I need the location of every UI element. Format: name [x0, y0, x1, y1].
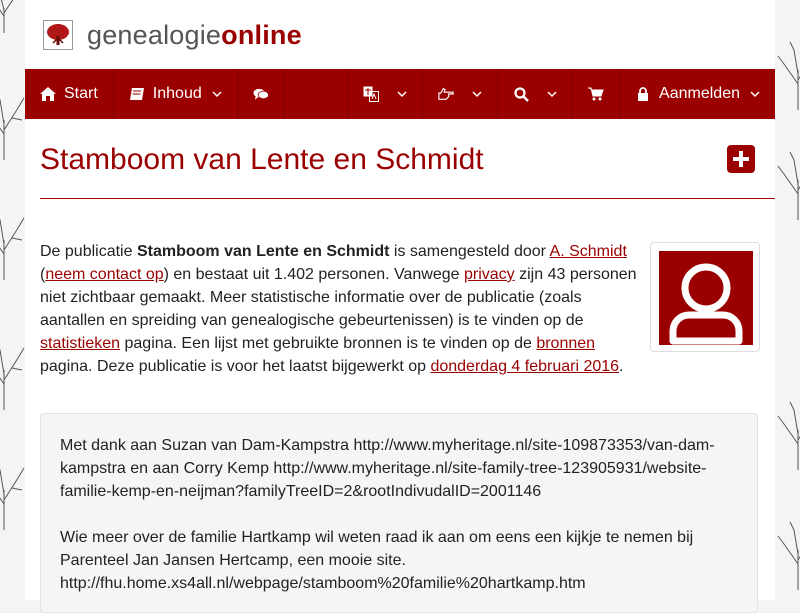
- lock-icon: [635, 86, 651, 102]
- hand-point-icon: [438, 86, 454, 102]
- left-tree-decoration: [0, 0, 25, 600]
- site-logo-link[interactable]: [43, 18, 302, 52]
- add-publication-button[interactable]: [727, 145, 755, 173]
- tree-icon: [776, 400, 800, 470]
- nav-contents[interactable]: [114, 69, 238, 119]
- comments-icon: [253, 86, 269, 102]
- right-tree-decoration: [774, 0, 800, 600]
- chevron-down-icon: [750, 89, 760, 99]
- intro-text: De publicatie: [40, 243, 137, 260]
- chevron-down-icon: [547, 89, 557, 99]
- publication-description: [40, 413, 758, 613]
- nav-actions[interactable]: [423, 69, 498, 119]
- intro-text: pagina. Een lijst met gebruikte bronnen is te vinden op de: [120, 335, 537, 352]
- author-link[interactable]: A. Schmidt: [549, 243, 627, 260]
- sources-link[interactable]: bronnen: [536, 335, 596, 352]
- tree-icon: [776, 520, 800, 590]
- title-row: [40, 120, 775, 199]
- nav-forum[interactable]: [238, 69, 285, 119]
- intro-text: (: [40, 266, 46, 283]
- nav-start[interactable]: [25, 69, 114, 119]
- tree-icon: [0, 210, 25, 280]
- main-navbar: [25, 69, 775, 119]
- tree-icon: [0, 90, 25, 160]
- chevron-down-icon: [472, 89, 482, 99]
- intro-text: .: [619, 358, 624, 375]
- tree-icon: [0, 0, 24, 33]
- user-icon: [659, 251, 753, 345]
- tree-icon: [776, 150, 800, 220]
- description-paragraph: Met dank aan Suzan van Dam-Kampstra http://www.myheritage.nl/site-109873353/van-dam-kampstra en aan Corry Kemp http://www.myheritage.nl/site-family-tree-123905931/website-familie-kemp-en-neijman?familyTreeID=2&rootIndivudalID=2001146: [60, 437, 715, 500]
- tree-icon: [0, 340, 25, 410]
- nav-start-label: Start: [64, 85, 98, 102]
- nav-cart[interactable]: [573, 69, 620, 119]
- contact-link[interactable]: neem contact op: [45, 266, 164, 283]
- description-paragraph: Wie meer over de familie Hartkamp wil weten raad ik aan om eens een kijkje te nemen bij Parenteel Jan Jansen Hertcamp, een mooie site. http://fhu.home.xs4all.nl/webpage/stamboom%20familie%20hartkamp.htm: [60, 529, 694, 592]
- book-icon: [129, 86, 145, 102]
- tree-logo-icon: [43, 20, 73, 50]
- site-name-part1: genealogie: [87, 20, 222, 50]
- tree-icon: [776, 40, 800, 110]
- site-name: [87, 20, 302, 50]
- nav-contents-label: Inhoud: [152, 85, 202, 102]
- page-title: Stamboom van Lente en Schmidt: [40, 143, 484, 176]
- intro-text: pagina. Deze publicatie is voor het laatst bijgewerkt op: [40, 358, 431, 375]
- intro-text: ) en bestaat uit 1.402 personen. Vanwege: [163, 266, 464, 283]
- nav-login-label: Aanmelden: [659, 85, 740, 102]
- search-icon: [513, 86, 529, 102]
- chevron-down-icon: [397, 89, 407, 99]
- privacy-link[interactable]: privacy: [463, 266, 515, 283]
- nav-language[interactable]: [348, 69, 423, 119]
- home-icon: [40, 86, 56, 102]
- last-updated-link[interactable]: donderdag 4 februari 2016: [430, 358, 620, 375]
- nav-spacer: [285, 69, 348, 119]
- tree-icon: [0, 460, 25, 530]
- author-avatar[interactable]: [650, 242, 760, 352]
- intro-text: is samengesteld door: [389, 243, 550, 260]
- translate-icon: [363, 86, 379, 102]
- publication-name: Stamboom van Lente en Schmidt: [136, 243, 390, 260]
- chevron-down-icon: [212, 89, 222, 99]
- nav-search[interactable]: [498, 69, 573, 119]
- publication-intro: [40, 240, 640, 378]
- cart-icon: [588, 86, 604, 102]
- statistics-link[interactable]: statistieken: [40, 335, 121, 352]
- nav-login[interactable]: [620, 69, 775, 119]
- page-container: [25, 0, 775, 600]
- site-name-part2: online: [221, 20, 302, 50]
- intro-text: zijn 43 personen niet zichtbaar gemaakt. Meer statistische informatie over de publicatie (zoals aantallen en spreiding van genealogische gebeurtenissen) is te vinden op de: [40, 266, 637, 329]
